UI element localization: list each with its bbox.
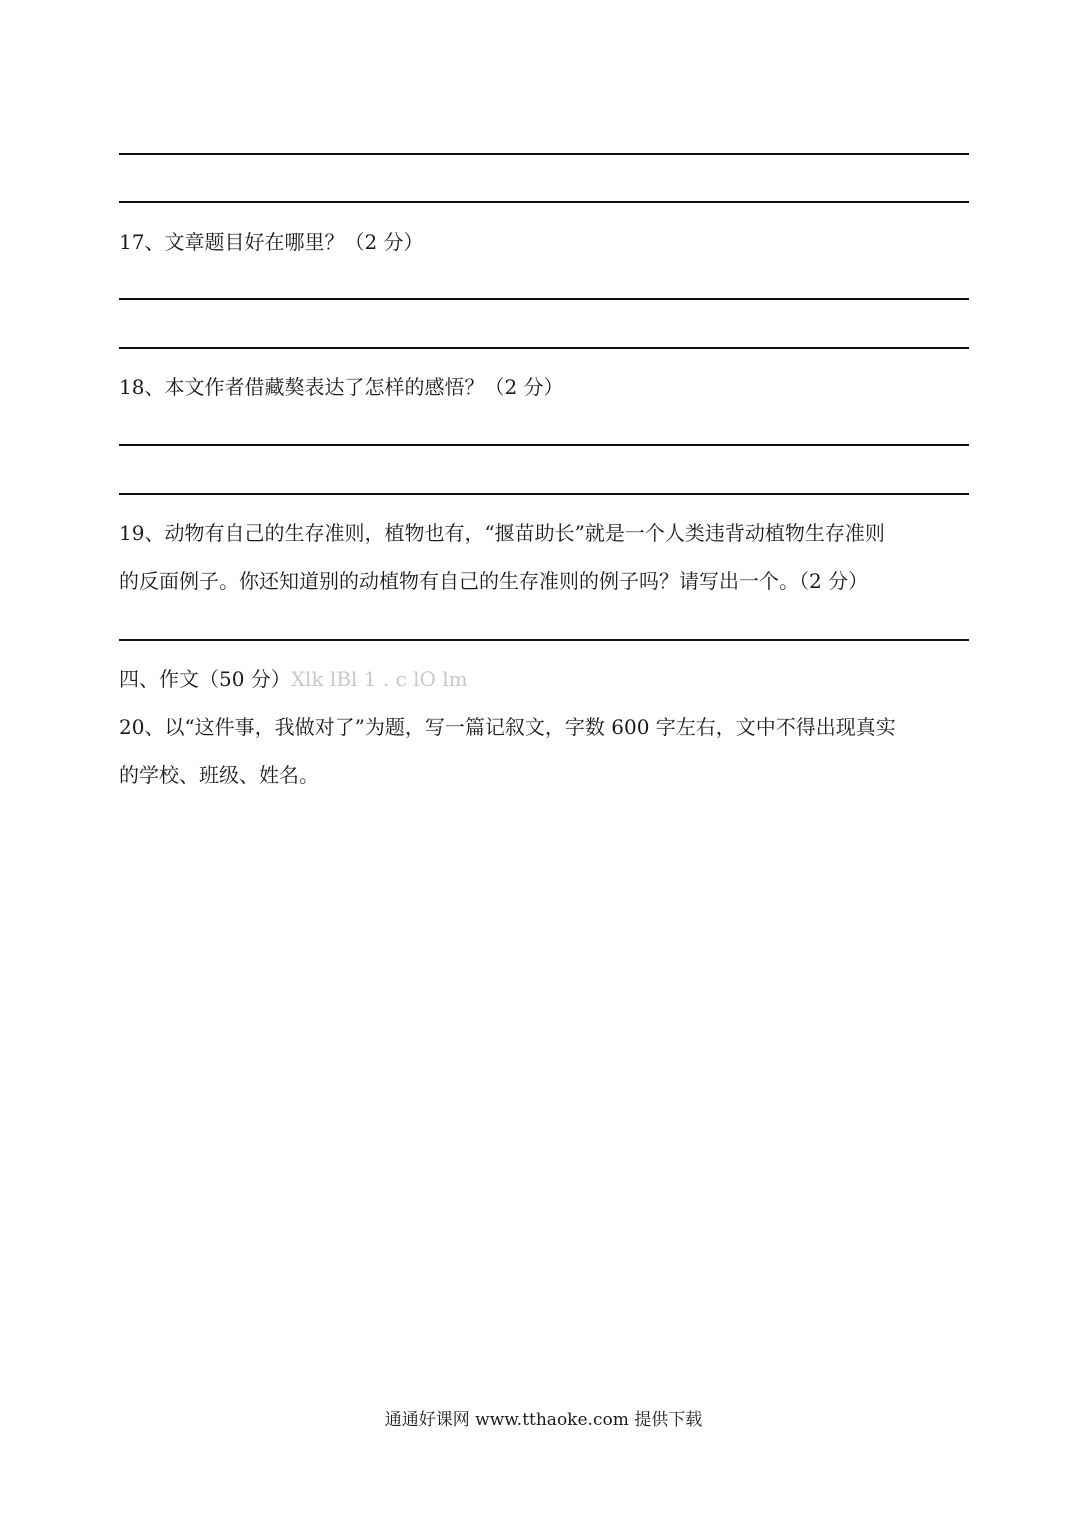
question-18: 18、本文作者借藏獒表达了怎样的感悟？（2 分） xyxy=(119,375,564,399)
essay-heading-row xyxy=(119,665,979,693)
answer-line xyxy=(119,153,969,155)
answer-line xyxy=(119,493,969,495)
question-20-line-1: 20、以“这件事，我做对了”为题，写一篇记叙文，字数 600 字左右，文中不得出现真实 xyxy=(119,715,896,739)
section-heading: 四、作文（50 分） xyxy=(119,667,291,691)
answer-line xyxy=(119,347,969,349)
answer-line xyxy=(119,444,969,446)
question-19-line-2: 的反面例子。你还知道别的动植物有自己的生存准则的例子吗？请写出一个。（2 分） xyxy=(119,569,869,593)
question-19-line-1: 19、动物有自己的生存准则，植物也有，“揠苗助长”就是一个人类违背动植物生存准则 xyxy=(119,521,885,545)
answer-line xyxy=(119,201,969,203)
answer-line xyxy=(119,639,969,641)
page-footer: 通通好课网 www.tthaoke.com 提供下载 xyxy=(384,1410,703,1430)
faint-watermark-text: Xlk lBl 1 . c lO lm xyxy=(290,667,468,691)
answer-line xyxy=(119,298,969,300)
question-20-line-2: 的学校、班级、姓名。 xyxy=(119,763,319,787)
question-17: 17、文章题目好在哪里？（2 分） xyxy=(119,230,424,254)
